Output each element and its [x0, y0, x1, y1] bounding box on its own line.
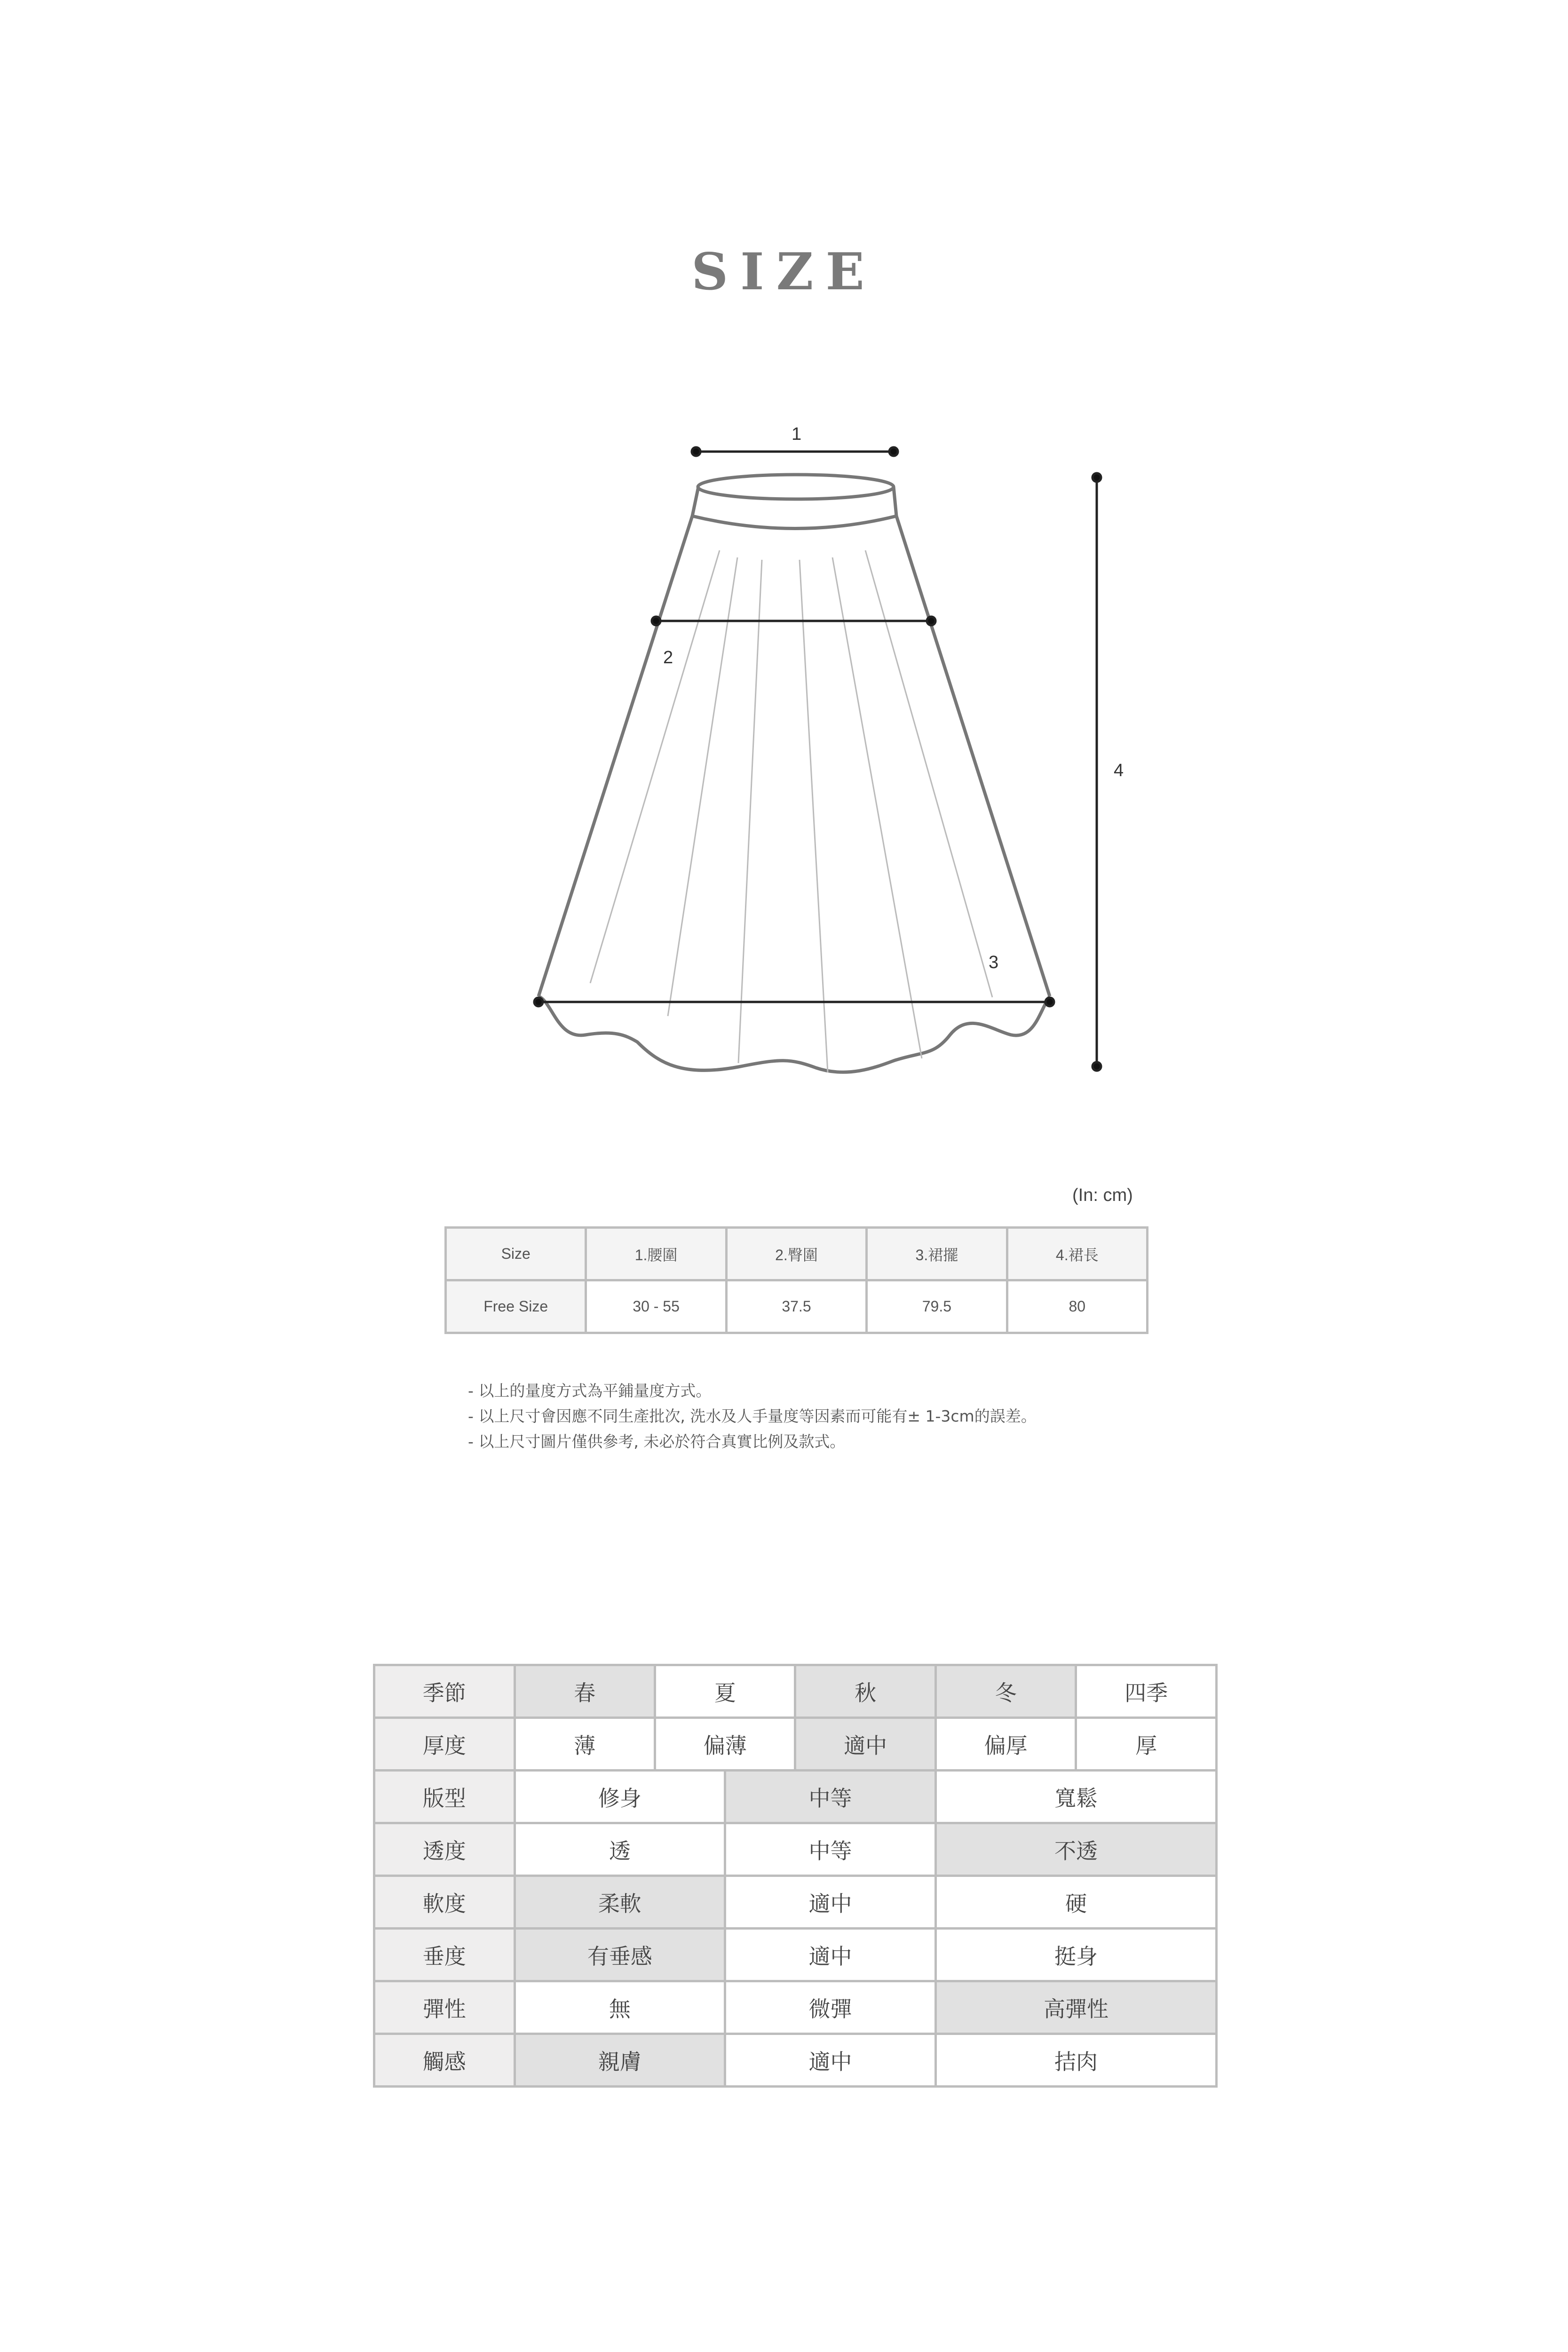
- transparency-option: 透: [515, 1823, 725, 1876]
- fabric-row-season: [374, 1665, 1217, 1718]
- fabric-label: 版型: [374, 1771, 515, 1823]
- label-hip-number: 2: [663, 648, 673, 667]
- elasticity-option: 無: [515, 1981, 725, 2034]
- transparency-option: 不透: [935, 1823, 1216, 1876]
- note-line: - 以上尺寸圖片僅供參考, 未必於符合真實比例及款式。: [468, 1432, 846, 1451]
- fabric-label: 垂度: [374, 1929, 515, 1981]
- size-table-row: [446, 1280, 1148, 1333]
- size-cell: 30 - 55: [586, 1280, 726, 1333]
- season-option: 秋: [795, 1665, 936, 1718]
- softness-option: 適中: [725, 1876, 936, 1929]
- size-header-cell: 3.裙擺: [867, 1228, 1007, 1280]
- size-table-header-row: [446, 1228, 1148, 1280]
- size-row-label: Free Size: [446, 1280, 586, 1333]
- fabric-row-transparency: [374, 1823, 1217, 1876]
- size-header-cell: Size: [446, 1228, 586, 1280]
- size-header-cell: 2.臀圍: [726, 1228, 866, 1280]
- season-option: 夏: [655, 1665, 795, 1718]
- size-header-cell: 4.裙長: [1007, 1228, 1147, 1280]
- fit-option: 寬鬆: [935, 1771, 1216, 1823]
- fabric-label: 觸感: [374, 2034, 515, 2087]
- fabric-label: 厚度: [374, 1718, 515, 1771]
- fabric-table: [373, 1664, 1218, 2088]
- size-cell: 37.5: [726, 1280, 866, 1333]
- fabric-label: 彈性: [374, 1981, 515, 2034]
- season-option: 春: [515, 1665, 655, 1718]
- note-line: - 以上的量度方式為平鋪量度方式。: [468, 1382, 712, 1400]
- measurement-notes: [468, 1378, 1037, 1454]
- transparency-option: 中等: [725, 1823, 936, 1876]
- fit-option: 修身: [515, 1771, 725, 1823]
- elasticity-option: 微彈: [725, 1981, 936, 2034]
- elasticity-option: 高彈性: [935, 1981, 1216, 2034]
- fabric-label: 季節: [374, 1665, 515, 1718]
- thickness-option: 適中: [795, 1718, 936, 1771]
- touch-option: 拮肉: [935, 2034, 1216, 2087]
- size-cell: 79.5: [867, 1280, 1007, 1333]
- skirt-diagram: [0, 0, 1568, 1129]
- softness-option: 柔軟: [515, 1876, 725, 1929]
- drape-option: 有垂感: [515, 1929, 725, 1981]
- season-option: 四季: [1076, 1665, 1217, 1718]
- size-header-cell: 1.腰圍: [586, 1228, 726, 1280]
- fabric-label: 軟度: [374, 1876, 515, 1929]
- touch-option: 親膚: [515, 2034, 725, 2087]
- label-hem-number: 3: [989, 953, 999, 972]
- drape-option: 適中: [725, 1929, 936, 1981]
- touch-option: 適中: [725, 2034, 936, 2087]
- fabric-label: 透度: [374, 1823, 515, 1876]
- fabric-row-fit: [374, 1771, 1217, 1823]
- thickness-option: 偏薄: [655, 1718, 795, 1771]
- label-length-number: 4: [1114, 761, 1124, 780]
- measure-lines: [534, 447, 1101, 1071]
- fabric-row-thickness: [374, 1718, 1217, 1771]
- thickness-option: 厚: [1076, 1718, 1217, 1771]
- skirt-outline: [539, 475, 1050, 1072]
- fabric-row-elasticity: [374, 1981, 1217, 2034]
- drape-option: 挺身: [935, 1929, 1216, 1981]
- size-table: [444, 1226, 1148, 1334]
- unit-note: (In: cm): [1072, 1185, 1133, 1205]
- fabric-row-softness: [374, 1876, 1217, 1929]
- size-cell: 80: [1007, 1280, 1147, 1333]
- note-line: - 以上尺寸會因應不同生產批次, 洗水及人手量度等因素而可能有± 1-3cm的誤差。: [468, 1407, 1037, 1425]
- fabric-row-touch: [374, 2034, 1217, 2087]
- fit-option: 中等: [725, 1771, 936, 1823]
- page-title: SIZE: [691, 242, 877, 302]
- thickness-option: 薄: [515, 1718, 655, 1771]
- thickness-option: 偏厚: [935, 1718, 1076, 1771]
- season-option: 冬: [935, 1665, 1076, 1718]
- fabric-row-drape: [374, 1929, 1217, 1981]
- label-waist-number: 1: [792, 424, 802, 444]
- softness-option: 硬: [935, 1876, 1216, 1929]
